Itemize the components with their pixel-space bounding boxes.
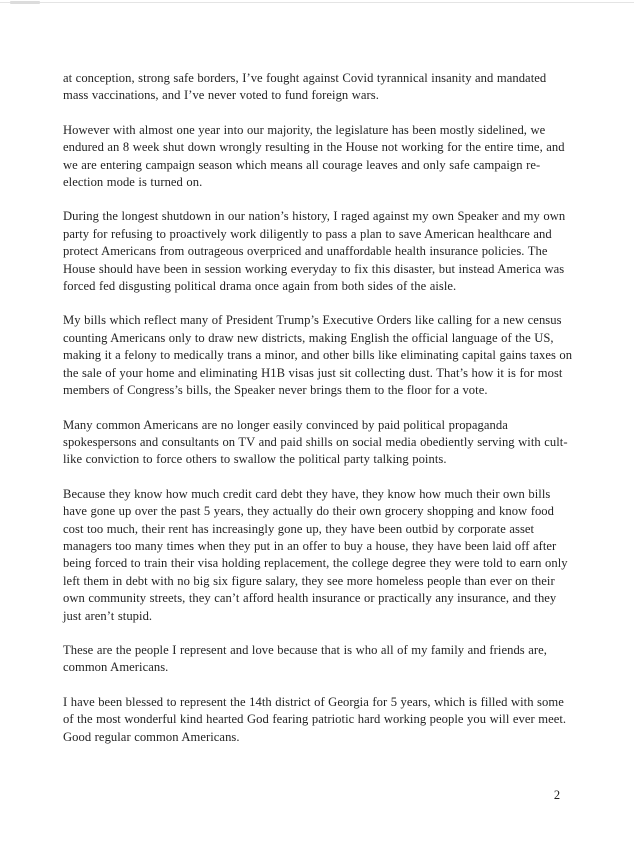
page-number: 2 <box>553 788 561 802</box>
scan-artifact-top-edge <box>0 2 634 3</box>
paragraph: These are the people I represent and love because that is who all of my family and friends are, common Americans. <box>63 642 547 675</box>
paragraph: However with almost one year into our majority, the legislature has been mostly sidelined, we endured an 8 week shut down wrongly resulting in the House not working for the entire time, and we are entering campaign season which means all courage leaves and only safe campaign re-election mode is turned on. <box>63 122 565 190</box>
paragraph: During the longest shutdown in our nation’s history, I raged against my own Speaker and my own party for refusing to proactively work diligently to pass a plan to save American healthcare and protect Americans from outrageous overpriced and unaffordable health insurance policies. The House should have been in session working everyday to fix this disaster, but instead America was forced fed disgusting political drama once again from both sides of the aisle. <box>63 209 566 294</box>
document-body <box>63 70 573 763</box>
paragraph: I have been blessed to represent the 14th district of Georgia for 5 years, which is filled with some of the most wonderful kind hearted God fearing patriotic hard working people you will ever meet. Good regular common Americans. <box>63 694 567 744</box>
scan-artifact-mark <box>10 1 40 4</box>
paragraph: at conception, strong safe borders, I’ve fought against Covid tyrannical insanity and mandated mass vaccinations, and I’ve never voted to fund foreign wars. <box>63 71 547 103</box>
paragraph: My bills which reflect many of President Trump’s Executive Orders like calling for a new census counting Americans only to draw new districts, making English the official language of the US, making it a felony to medically trans a minor, and other bills like eliminating capital gains taxes on the sale of your home and eliminating H1B visas just sit collecting dust. That’s how it is for most members of Congress’s bills, the Speaker never brings them to the floor for a vote. <box>63 313 573 398</box>
paragraph: Many common Americans are no longer easily convinced by paid political propaganda spokespersons and consultants on TV and paid shills on social media obediently serving with cult-like conviction to force others to swallow the political party talking points. <box>63 417 568 467</box>
paragraph: Because they know how much credit card debt they have, they know how much their own bills have gone up over the past 5 years, they actually do their own grocery shopping and know food cost too much, their rent has increasingly gone up, they have been outbid by corporate asset managers too many times when they put in an offer to buy a house, they have been laid off after being forced to train their visa holding replacement, the college degree they were told to earn only left them in debt with no big six figure salary, they see more homeless people than ever on their own community streets, they can’t afford health insurance or practically any insurance, and they just aren’t stupid. <box>63 486 568 623</box>
